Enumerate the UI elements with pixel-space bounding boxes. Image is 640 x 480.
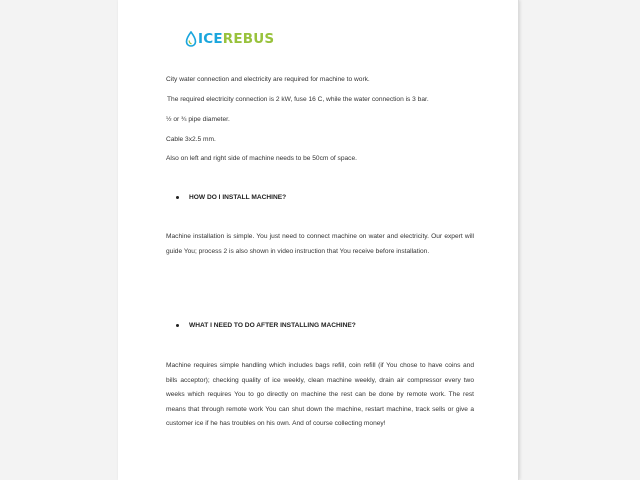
section-body-install: Machine installation is simple. You just need to connect machine on water and electricity. Our expert will guide You; process 2 is also shown in video instruction that You receive before installation. bbox=[166, 233, 474, 255]
logo-text-rebus: REBUS bbox=[222, 31, 275, 47]
section-heading-install bbox=[176, 194, 286, 201]
requirement-pipe-diameter: ½ or ¾ pipe diameter. bbox=[166, 116, 230, 123]
section-heading-install-text: HOW DO I INSTALL MACHINE? bbox=[189, 194, 287, 201]
icerebus-logo bbox=[185, 30, 274, 48]
section-body-after-install: Machine requires simple handling which includes bags refill, coin refill (if You chose to have coins and bills acceptor); checking quality of ice weekly, clean machine weekly, drain air compressor every two weeks which requires You to go directly on machine the rest can be done by remote work. The rest means that through remote work You can shut down the machine, restart machine, track sells or give a customer ice if he has troubles on his own. And of course collecting money! bbox=[166, 362, 474, 428]
bullet-icon bbox=[176, 324, 179, 327]
document-page bbox=[118, 0, 519, 480]
requirement-side-space: Also on left and right side of machine needs to be 50cm of space. bbox=[166, 155, 357, 162]
logo-text-ice: ICE bbox=[198, 31, 223, 47]
requirement-electricity-spec: The required electricity connection is 2 kW, fuse 16 C, while the water connection is 3 bar. bbox=[167, 96, 429, 103]
section-heading-after-install bbox=[176, 322, 356, 329]
requirement-water-electricity: City water connection and electricity are required for machine to work. bbox=[166, 76, 370, 83]
requirement-cable: Cable 3x2.5 mm. bbox=[166, 136, 216, 143]
bullet-icon bbox=[176, 196, 179, 199]
section-heading-after-install-text: WHAT I NEED TO DO AFTER INSTALLING MACHINE? bbox=[189, 322, 356, 329]
ice-drop-logo-icon bbox=[185, 31, 197, 47]
